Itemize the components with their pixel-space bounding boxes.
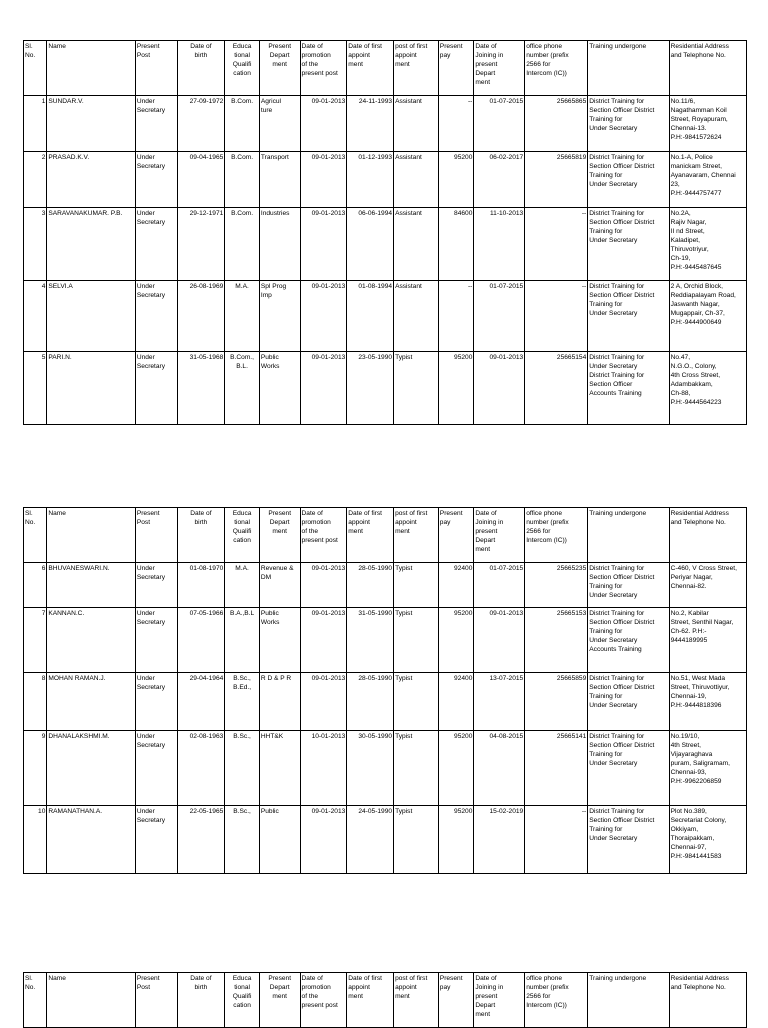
header-present-post: Present Post <box>135 973 177 1028</box>
first-appointment-post-cell: Assistant <box>394 96 439 152</box>
address-cell: No.1-A, Police manickam Street, Ayanavaram, Chennai 23, P.H:-9444757477 <box>669 152 746 208</box>
promotion-date-cell: 09-01-2013 <box>300 352 347 425</box>
address-cell: C-460, V Cross Street, Periyar Nagar, Chennai-82. <box>669 563 746 608</box>
date-of-birth-cell: 27-09-1972 <box>177 96 225 152</box>
header-post-of-first-appointment: post of first appoint ment <box>394 508 439 563</box>
present-post-cell: Under Secretary <box>135 563 177 608</box>
qualification-cell: B.Sc., B.Ed., <box>225 673 260 731</box>
date-of-birth-cell: 07-05-1966 <box>177 608 225 673</box>
joining-date-cell: 13-07-2015 <box>474 673 525 731</box>
address-cell: No.47, N.G.O., Colony, 4th Cross Street, Adambakkam, Ch-88, P.H:-9444564223 <box>669 352 746 425</box>
office-phone-cell: 25665235 <box>525 563 588 608</box>
qualification-cell: M.A. <box>225 281 260 352</box>
present-post-cell: Under Secretary <box>135 96 177 152</box>
address-cell: No.2, Kabilar Street, Senthil Nagar, Ch-62. P.H:- 9444189995 <box>669 608 746 673</box>
date-of-birth-cell: 31-05-1968 <box>177 352 225 425</box>
name-cell: DHANALAKSHMI.M. <box>47 731 135 806</box>
joining-date-cell: 11-10-2013 <box>474 208 525 281</box>
first-appointment-date-cell: 01-12-1993 <box>347 152 394 208</box>
joining-date-cell: 01-07-2015 <box>474 563 525 608</box>
first-appointment-date-cell: 24-11-1993 <box>347 96 394 152</box>
present-pay-cell: 95200 <box>438 731 474 806</box>
department-cell: Public Works <box>259 608 300 673</box>
date-of-birth-cell: 29-04-1964 <box>177 673 225 731</box>
header-date-of-joining: Date of Joining in present Depart ment <box>474 508 525 563</box>
sl-no-cell: 7 <box>24 608 47 673</box>
first-appointment-post-cell: Typist <box>394 608 439 673</box>
table-row <box>24 352 747 425</box>
qualification-cell: B.Com. <box>225 152 260 208</box>
office-phone-cell: -- <box>525 208 588 281</box>
office-phone-cell: 25665859 <box>525 673 588 731</box>
present-pay-cell: 95200 <box>438 608 474 673</box>
qualification-cell: B.Com. <box>225 208 260 281</box>
first-appointment-post-cell: Typist <box>394 563 439 608</box>
header-office-phone: office phone number (prefix 2566 for Intercom (IC)) <box>525 973 588 1028</box>
table-row <box>24 731 747 806</box>
sl-no-cell: 10 <box>24 806 47 874</box>
department-cell: Public Works <box>259 352 300 425</box>
header-date-of-promotion: Date of promotion of the present post <box>300 973 347 1028</box>
present-post-cell: Under Secretary <box>135 208 177 281</box>
present-pay-cell: 92400 <box>438 563 474 608</box>
staff-table-2 <box>23 507 747 874</box>
office-phone-cell: -- <box>525 806 588 874</box>
name-cell: SUNDAR.V. <box>47 96 135 152</box>
name-cell: BHUVANESWARI.N. <box>47 563 135 608</box>
office-phone-cell: 25665865 <box>525 96 588 152</box>
address-cell: Plot No.389, Secretariat Colony, Okkiyam, Thoraipakkam, Chennai-97, P.H:-9841441583 <box>669 806 746 874</box>
table-row <box>24 152 747 208</box>
first-appointment-date-cell: 28-05-1990 <box>347 563 394 608</box>
address-cell: No.2A, Rajiv Nagar, II nd Street, Kaladipet, Thiruvotriyur, Ch-19, P.H:-9445487645 <box>669 208 746 281</box>
table-row <box>24 96 747 152</box>
joining-date-cell: 09-01-2013 <box>474 352 525 425</box>
department-cell: R D & P R <box>259 673 300 731</box>
present-pay-cell: 95200 <box>438 352 474 425</box>
table-row <box>24 673 747 731</box>
header-office-phone: office phone number (prefix 2566 for Intercom (IC)) <box>525 508 588 563</box>
promotion-date-cell: 09-01-2013 <box>300 806 347 874</box>
header-educational-qualification: Educa tional Qualifi cation <box>225 41 260 96</box>
training-cell: District Training for Section Officer District Training for Under Secretary <box>588 563 669 608</box>
address-cell: 2 A, Orchid Block, Reddiapalayam Road, Jaswanth Nagar, Mugappair, Ch-37, P.H:-9444900649 <box>669 281 746 352</box>
header-date-of-first-appointment: Date of first appoint ment <box>347 973 394 1028</box>
present-pay-cell: -- <box>438 96 474 152</box>
header-date-of-birth: Date of birth <box>177 41 225 96</box>
table-row <box>24 563 747 608</box>
sl-no-cell: 3 <box>24 208 47 281</box>
first-appointment-date-cell: 30-05-1990 <box>347 731 394 806</box>
training-cell: District Training for Section Officer District Training for Under Secretary <box>588 281 669 352</box>
office-phone-cell: 25665154 <box>525 352 588 425</box>
header-office-phone: office phone number (prefix 2566 for Intercom (IC)) <box>525 41 588 96</box>
qualification-cell: B.A.,B.L <box>225 608 260 673</box>
name-cell: PARI.N. <box>47 352 135 425</box>
qualification-cell: B.Com., B.L. <box>225 352 260 425</box>
name-cell: MOHAN RAMAN.J. <box>47 673 135 731</box>
promotion-date-cell: 09-01-2013 <box>300 152 347 208</box>
present-pay-cell: 84600 <box>438 208 474 281</box>
joining-date-cell: 04-08-2015 <box>474 731 525 806</box>
present-pay-cell: 92400 <box>438 673 474 731</box>
table-row <box>24 608 747 673</box>
office-phone-cell: 25665153 <box>525 608 588 673</box>
sl-no-cell: 6 <box>24 563 47 608</box>
table-row <box>24 208 747 281</box>
header-date-of-birth: Date of birth <box>177 973 225 1028</box>
header-name: Name <box>47 41 135 96</box>
first-appointment-date-cell: 28-05-1990 <box>347 673 394 731</box>
table-body <box>24 563 747 874</box>
first-appointment-date-cell: 24-05-1990 <box>347 806 394 874</box>
training-cell: District Training for Section Officer District Training for Under Secretary <box>588 731 669 806</box>
present-pay-cell: 95200 <box>438 806 474 874</box>
present-post-cell: Under Secretary <box>135 673 177 731</box>
first-appointment-date-cell: 06-06-1994 <box>347 208 394 281</box>
joining-date-cell: 09-01-2013 <box>474 608 525 673</box>
address-cell: No.19/10, 4th Street, Vijayaraghava puram, Saligramam, Chennai-93, P.H:-9962206859 <box>669 731 746 806</box>
promotion-date-cell: 10-01-2013 <box>300 731 347 806</box>
header-row <box>24 973 747 1028</box>
joining-date-cell: 01-07-2015 <box>474 281 525 352</box>
sl-no-cell: 1 <box>24 96 47 152</box>
date-of-birth-cell: 26-08-1969 <box>177 281 225 352</box>
header-date-of-first-appointment: Date of first appoint ment <box>347 508 394 563</box>
department-cell: Spl Prog Imp <box>259 281 300 352</box>
header-training-undergone: Training undergone <box>588 41 669 96</box>
present-post-cell: Under Secretary <box>135 806 177 874</box>
promotion-date-cell: 09-01-2013 <box>300 608 347 673</box>
header-present-department: Present Depart ment <box>259 41 300 96</box>
address-cell: No.51, West Mada Street, Thiruvottiyur, Chennai-19, P.H:-9444818396 <box>669 673 746 731</box>
header-date-of-joining: Date of Joining in present Depart ment <box>474 41 525 96</box>
training-cell: District Training for Section Officer District Training for Under Secretary <box>588 96 669 152</box>
first-appointment-date-cell: 01-08-1994 <box>347 281 394 352</box>
header-educational-qualification: Educa tional Qualifi cation <box>225 508 260 563</box>
first-appointment-post-cell: Assistant <box>394 208 439 281</box>
qualification-cell: M.A. <box>225 563 260 608</box>
header-post-of-first-appointment: post of first appoint ment <box>394 41 439 96</box>
header-sl-no: Sl. No. <box>24 41 47 96</box>
office-phone-cell: -- <box>525 281 588 352</box>
header-present-post: Present Post <box>135 508 177 563</box>
present-post-cell: Under Secretary <box>135 281 177 352</box>
training-cell: District Training for Section Officer District Training for Under Secretary <box>588 806 669 874</box>
date-of-birth-cell: 02-08-1963 <box>177 731 225 806</box>
name-cell: RAMANATHAN.A. <box>47 806 135 874</box>
name-cell: SARAVANAKUMAR. P.B. <box>47 208 135 281</box>
qualification-cell: B.Sc., <box>225 806 260 874</box>
sl-no-cell: 4 <box>24 281 47 352</box>
header-date-of-birth: Date of birth <box>177 508 225 563</box>
training-cell: District Training for Section Officer District Training for Under Secretary <box>588 673 669 731</box>
name-cell: PRASAD.K.V. <box>47 152 135 208</box>
training-cell: District Training for Under Secretary District Training for Section Officer Accounts Training <box>588 352 669 425</box>
staff-table-3 <box>23 972 747 1028</box>
header-educational-qualification: Educa tional Qualifi cation <box>225 973 260 1028</box>
address-cell: No.11/6, Nagathamman Koil Street, Royapuram, Chennai-13. P.H:-9841572624 <box>669 96 746 152</box>
first-appointment-post-cell: Typist <box>394 352 439 425</box>
joining-date-cell: 01-07-2015 <box>474 96 525 152</box>
date-of-birth-cell: 09-04-1965 <box>177 152 225 208</box>
present-post-cell: Under Secretary <box>135 152 177 208</box>
first-appointment-post-cell: Typist <box>394 731 439 806</box>
table-row <box>24 281 747 352</box>
header-residential-address: Residential Address and Telephone No. <box>669 508 746 563</box>
header-post-of-first-appointment: post of first appoint ment <box>394 973 439 1028</box>
header-present-pay: Present pay <box>438 41 474 96</box>
present-post-cell: Under Secretary <box>135 352 177 425</box>
sl-no-cell: 8 <box>24 673 47 731</box>
header-residential-address: Residential Address and Telephone No. <box>669 973 746 1028</box>
qualification-cell: B.Com. <box>225 96 260 152</box>
date-of-birth-cell: 01-08-1970 <box>177 563 225 608</box>
promotion-date-cell: 09-01-2013 <box>300 208 347 281</box>
qualification-cell: B.Sc., <box>225 731 260 806</box>
name-cell: SELVI.A <box>47 281 135 352</box>
header-training-undergone: Training undergone <box>588 973 669 1028</box>
date-of-birth-cell: 22-05-1965 <box>177 806 225 874</box>
sl-no-cell: 2 <box>24 152 47 208</box>
sl-no-cell: 9 <box>24 731 47 806</box>
table-body <box>24 96 747 425</box>
header-date-of-promotion: Date of promotion of the present post <box>300 41 347 96</box>
table-row <box>24 806 747 874</box>
present-pay-cell: -- <box>438 281 474 352</box>
present-post-cell: Under Secretary <box>135 731 177 806</box>
office-phone-cell: 25665141 <box>525 731 588 806</box>
first-appointment-post-cell: Assistant <box>394 152 439 208</box>
first-appointment-post-cell: Typist <box>394 806 439 874</box>
first-appointment-date-cell: 31-05-1990 <box>347 608 394 673</box>
promotion-date-cell: 09-01-2013 <box>300 563 347 608</box>
first-appointment-post-cell: Assistant <box>394 281 439 352</box>
training-cell: District Training for Section Officer District Training for Under Secretary Accounts Training <box>588 608 669 673</box>
present-pay-cell: 95200 <box>438 152 474 208</box>
sl-no-cell: 5 <box>24 352 47 425</box>
joining-date-cell: 15-02-2019 <box>474 806 525 874</box>
header-sl-no: Sl. No. <box>24 973 47 1028</box>
header-present-department: Present Depart ment <box>259 508 300 563</box>
department-cell: Transport <box>259 152 300 208</box>
date-of-birth-cell: 29-12-1971 <box>177 208 225 281</box>
promotion-date-cell: 09-01-2013 <box>300 96 347 152</box>
header-name: Name <box>47 508 135 563</box>
header-present-pay: Present pay <box>438 973 474 1028</box>
department-cell: Agricul ture <box>259 96 300 152</box>
header-row <box>24 41 747 96</box>
first-appointment-post-cell: Typist <box>394 673 439 731</box>
joining-date-cell: 06-02-2017 <box>474 152 525 208</box>
header-name: Name <box>47 973 135 1028</box>
present-post-cell: Under Secretary <box>135 608 177 673</box>
department-cell: Public <box>259 806 300 874</box>
header-residential-address: Residential Address and Telephone No. <box>669 41 746 96</box>
header-date-of-promotion: Date of promotion of the present post <box>300 508 347 563</box>
department-cell: Revenue & DM <box>259 563 300 608</box>
header-date-of-first-appointment: Date of first appoint ment <box>347 41 394 96</box>
header-sl-no: Sl. No. <box>24 508 47 563</box>
header-training-undergone: Training undergone <box>588 508 669 563</box>
header-present-pay: Present pay <box>438 508 474 563</box>
staff-table-1 <box>23 40 747 425</box>
name-cell: KANNAN.C. <box>47 608 135 673</box>
header-present-post: Present Post <box>135 41 177 96</box>
department-cell: Industries <box>259 208 300 281</box>
promotion-date-cell: 09-01-2013 <box>300 673 347 731</box>
department-cell: HHT&K <box>259 731 300 806</box>
header-row <box>24 508 747 563</box>
first-appointment-date-cell: 23-05-1990 <box>347 352 394 425</box>
training-cell: District Training for Section Officer District Training for Under Secretary <box>588 152 669 208</box>
header-date-of-joining: Date of Joining in present Depart ment <box>474 973 525 1028</box>
header-present-department: Present Depart ment <box>259 973 300 1028</box>
office-phone-cell: 25665819 <box>525 152 588 208</box>
training-cell: District Training for Section Officer District Training for Under Secretary <box>588 208 669 281</box>
promotion-date-cell: 09-01-2013 <box>300 281 347 352</box>
